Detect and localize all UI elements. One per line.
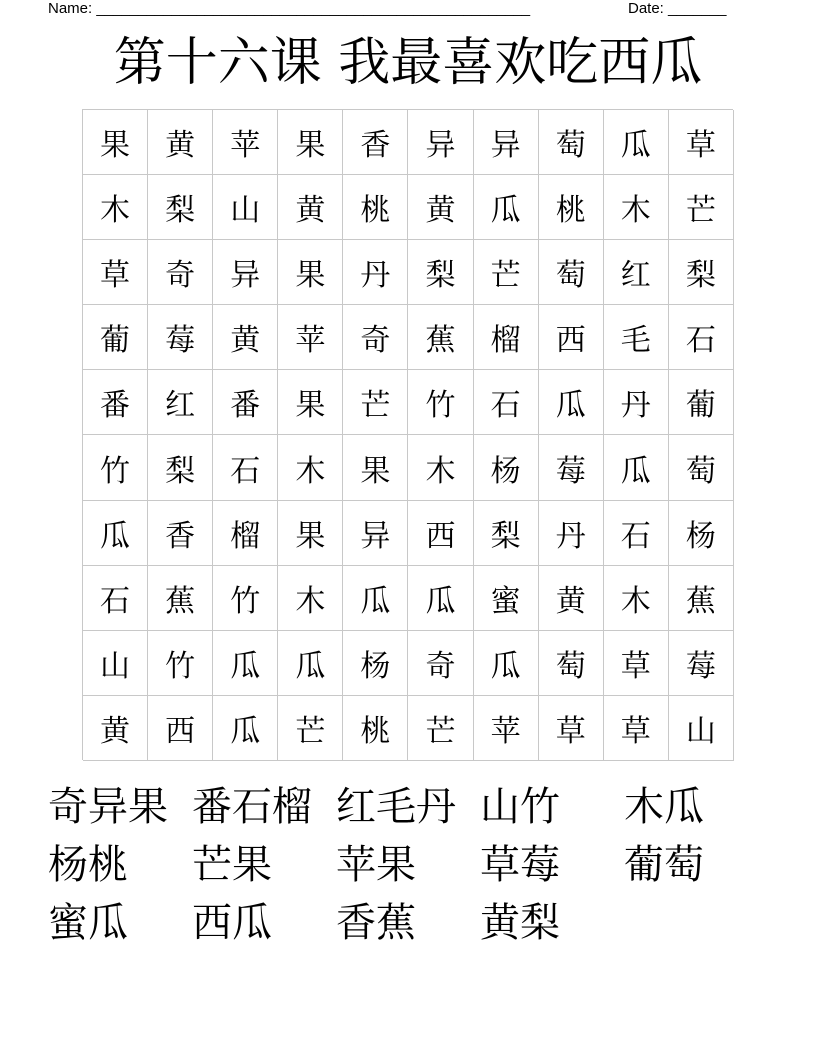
- grid-cell[interactable]: 瓜: [539, 370, 604, 435]
- grid-cell[interactable]: 果: [278, 501, 343, 566]
- grid-cell[interactable]: 萄: [539, 631, 604, 696]
- grid-cell[interactable]: 山: [213, 175, 278, 240]
- name-field-label: Name: ____________________________________________________: [48, 0, 531, 17]
- word-list-item: 奇异果: [48, 784, 168, 830]
- grid-cell[interactable]: 果: [278, 370, 343, 435]
- grid-cell[interactable]: 红: [604, 240, 669, 305]
- grid-cell[interactable]: 蕉: [669, 566, 734, 631]
- grid-cell[interactable]: 黄: [278, 175, 343, 240]
- grid-cell[interactable]: 毛: [604, 305, 669, 370]
- grid-cell[interactable]: 石: [83, 566, 148, 631]
- grid-cell[interactable]: 瓜: [474, 631, 539, 696]
- grid-cell[interactable]: 桃: [343, 696, 408, 761]
- grid-cell[interactable]: 果: [83, 110, 148, 175]
- grid-cell[interactable]: 葡: [669, 370, 734, 435]
- grid-cell[interactable]: 梨: [148, 435, 213, 500]
- grid-cell[interactable]: 梨: [474, 501, 539, 566]
- grid-cell[interactable]: 竹: [148, 631, 213, 696]
- grid-cell[interactable]: 山: [83, 631, 148, 696]
- grid-cell[interactable]: 异: [408, 110, 473, 175]
- grid-cell[interactable]: 果: [343, 435, 408, 500]
- grid-cell[interactable]: 瓜: [408, 566, 473, 631]
- word-list-item: 苹果: [336, 842, 416, 888]
- grid-cell[interactable]: 香: [343, 110, 408, 175]
- grid-cell[interactable]: 草: [539, 696, 604, 761]
- grid-cell[interactable]: 石: [474, 370, 539, 435]
- word-list-item: 山竹: [480, 784, 560, 830]
- grid-cell[interactable]: 香: [148, 501, 213, 566]
- grid-cell[interactable]: 木: [278, 435, 343, 500]
- grid-cell[interactable]: 石: [669, 305, 734, 370]
- grid-cell[interactable]: 萄: [539, 240, 604, 305]
- grid-cell[interactable]: 榴: [213, 501, 278, 566]
- grid-cell[interactable]: 梨: [148, 175, 213, 240]
- grid-cell[interactable]: 杨: [343, 631, 408, 696]
- grid-cell[interactable]: 西: [408, 501, 473, 566]
- page-title: 第十六课 我最喜欢吃西瓜: [113, 33, 703, 93]
- grid-cell[interactable]: 瓜: [604, 435, 669, 500]
- grid-cell[interactable]: 莓: [539, 435, 604, 500]
- grid-cell[interactable]: 木: [278, 566, 343, 631]
- grid-cell[interactable]: 苹: [278, 305, 343, 370]
- grid-cell[interactable]: 萄: [669, 435, 734, 500]
- grid-cell[interactable]: 红: [148, 370, 213, 435]
- grid-cell[interactable]: 黄: [83, 696, 148, 761]
- grid-cell[interactable]: 异: [213, 240, 278, 305]
- grid-cell[interactable]: 果: [278, 240, 343, 305]
- grid-cell[interactable]: 梨: [669, 240, 734, 305]
- date-field-label: Date: _______: [628, 0, 727, 17]
- grid-cell[interactable]: 竹: [213, 566, 278, 631]
- grid-cell[interactable]: 瓜: [83, 501, 148, 566]
- word-list-item: 芒果: [192, 842, 272, 888]
- grid-cell[interactable]: 瓜: [474, 175, 539, 240]
- grid-cell[interactable]: 奇: [343, 305, 408, 370]
- grid-cell[interactable]: 丹: [604, 370, 669, 435]
- grid-cell[interactable]: 苹: [474, 696, 539, 761]
- word-list-item: 西瓜: [192, 900, 272, 946]
- grid-cell[interactable]: 草: [604, 631, 669, 696]
- grid-cell[interactable]: 山: [669, 696, 734, 761]
- grid-cell[interactable]: 黄: [408, 175, 473, 240]
- grid-cell[interactable]: 蜜: [474, 566, 539, 631]
- worksheet-header: [0, 0, 816, 20]
- grid-cell[interactable]: 草: [83, 240, 148, 305]
- grid-cell[interactable]: 番: [83, 370, 148, 435]
- grid-cell[interactable]: 奇: [408, 631, 473, 696]
- grid-cell[interactable]: 果: [278, 110, 343, 175]
- grid-cell[interactable]: 草: [604, 696, 669, 761]
- word-list-item: 黄梨: [480, 900, 560, 946]
- grid-cell[interactable]: 竹: [408, 370, 473, 435]
- grid-cell[interactable]: 芒: [408, 696, 473, 761]
- grid-cell[interactable]: 桃: [343, 175, 408, 240]
- grid-cell[interactable]: 瓜: [213, 696, 278, 761]
- grid-cell[interactable]: 木: [604, 175, 669, 240]
- word-list-item: 蜜瓜: [48, 900, 128, 946]
- grid-cell[interactable]: 莓: [669, 631, 734, 696]
- grid-cell[interactable]: 桃: [539, 175, 604, 240]
- word-list-item: 红毛丹: [336, 784, 456, 830]
- grid-cell[interactable]: 竹: [83, 435, 148, 500]
- grid-cell[interactable]: 芒: [343, 370, 408, 435]
- grid-cell[interactable]: 苹: [213, 110, 278, 175]
- grid-cell[interactable]: 蕉: [408, 305, 473, 370]
- grid-cell[interactable]: 瓜: [604, 110, 669, 175]
- grid-cell[interactable]: 丹: [539, 501, 604, 566]
- grid-cell[interactable]: 杨: [474, 435, 539, 500]
- grid-cell[interactable]: 萄: [539, 110, 604, 175]
- grid-cell[interactable]: 西: [539, 305, 604, 370]
- grid-cell[interactable]: 榴: [474, 305, 539, 370]
- grid-cell[interactable]: 番: [213, 370, 278, 435]
- grid-cell[interactable]: 芒: [474, 240, 539, 305]
- grid-cell[interactable]: 瓜: [278, 631, 343, 696]
- word-search-grid: [82, 109, 733, 760]
- grid-cell[interactable]: 草: [669, 110, 734, 175]
- word-list-item: 杨桃: [48, 842, 128, 888]
- grid-cell[interactable]: 黄: [148, 110, 213, 175]
- grid-cell[interactable]: 芒: [278, 696, 343, 761]
- grid-cell[interactable]: 瓜: [343, 566, 408, 631]
- word-list-item: 香蕉: [336, 900, 416, 946]
- grid-cell[interactable]: 杨: [669, 501, 734, 566]
- grid-cell[interactable]: 黄: [539, 566, 604, 631]
- grid-cell[interactable]: 木: [408, 435, 473, 500]
- word-list-item: 木瓜: [624, 784, 704, 830]
- grid-cell[interactable]: 异: [343, 501, 408, 566]
- grid-cell[interactable]: 异: [474, 110, 539, 175]
- grid-cell[interactable]: 西: [148, 696, 213, 761]
- word-list-item: 番石榴: [192, 784, 312, 830]
- word-list-item: 草莓: [480, 842, 560, 888]
- grid-cell[interactable]: 葡: [83, 305, 148, 370]
- word-list-item: 葡萄: [624, 842, 704, 888]
- grid-cell[interactable]: 黄: [213, 305, 278, 370]
- grid-cell[interactable]: 石: [604, 501, 669, 566]
- grid-cell[interactable]: 梨: [408, 240, 473, 305]
- grid-cell[interactable]: 奇: [148, 240, 213, 305]
- grid-cell[interactable]: 芒: [669, 175, 734, 240]
- grid-cell[interactable]: 丹: [343, 240, 408, 305]
- grid-cell[interactable]: 莓: [148, 305, 213, 370]
- grid-cell[interactable]: 蕉: [148, 566, 213, 631]
- grid-cell[interactable]: 石: [213, 435, 278, 500]
- grid-cell[interactable]: 瓜: [213, 631, 278, 696]
- word-list: [48, 778, 768, 952]
- grid-cell[interactable]: 木: [83, 175, 148, 240]
- grid-cell[interactable]: 木: [604, 566, 669, 631]
